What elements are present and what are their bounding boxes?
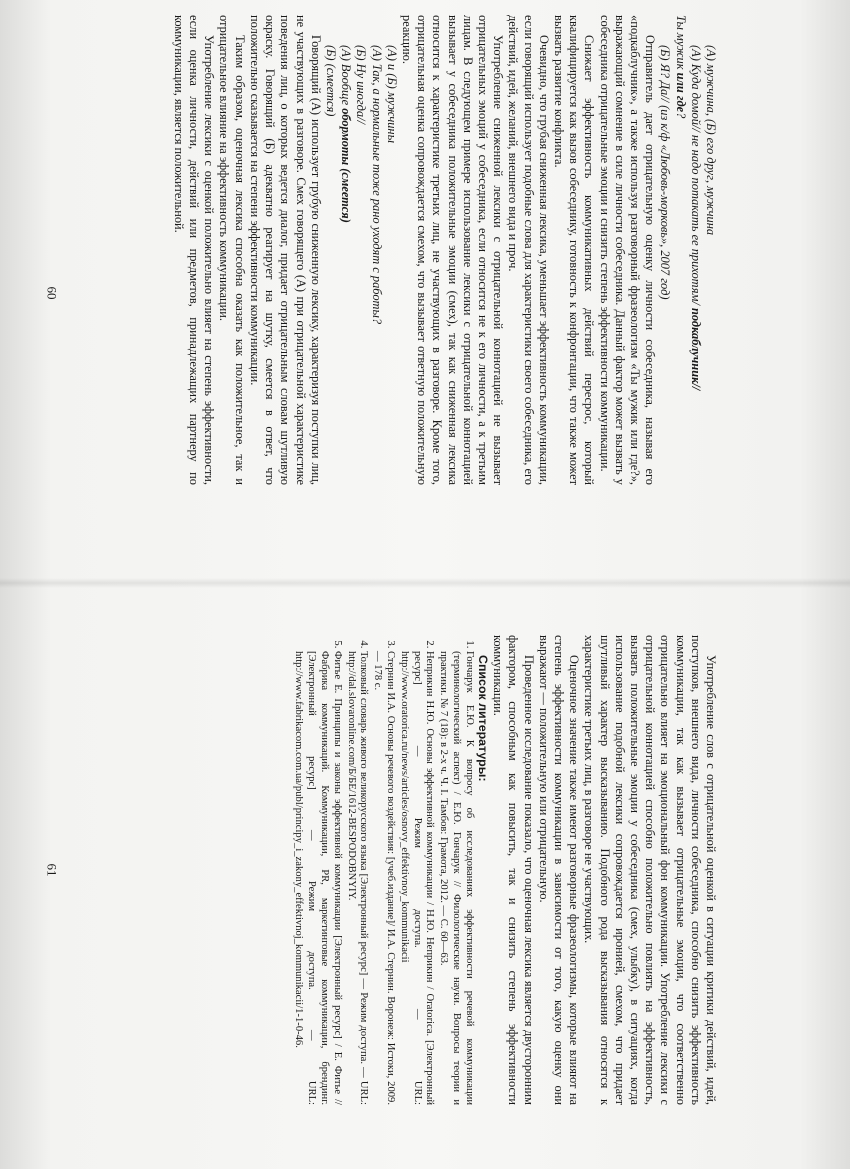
page-number-60: 60 — [44, 286, 60, 300]
reference-item: 2. Неприкин Н.Ю. Основы эффективной коммуникации / Н.Ю. Неприкин / Oratorica. [Электронный ресурс] — Режим доступа. — URL: http://www.oratorica.ru/news/articles/osnovy_effektivnoy_kommunikacii — [397, 651, 435, 1105]
paragraph: Таким образом, оценочная лексика способна оказать как положительное, так и отрицательное влияние на эффективность коммуникации. — [217, 15, 247, 485]
example-line: (Б) (смеется) — [323, 45, 338, 117]
reference-item: 1. Гончарук Е.Ю. К вопросу об исследованиях эффективности речевой коммуникации (терминологический аспект) / Е.Ю. Гончарук // Филологические науки. Вопросы теории и практики. № 7 (18): в 2-х ч. Ч. I. Тамбов: Грамота, 2012. — С. 60—63. — [436, 651, 474, 1105]
example-line: (А) Так, а нормальные тоже рано уходят с работы? — [369, 45, 384, 325]
paragraph: Проведенное исследование показало, что оценочная лексика является двусторонним фактором, способным как повысить, так и снизить степень эффективности коммуникации. — [491, 635, 536, 1105]
references-list — [292, 635, 475, 1105]
example-line: (А) Куда домой// не надо потакать ее прихотям/ подкаблучник// — [688, 45, 703, 391]
paragraph: Говорящий (А) использует грубую сниженную лексику, характеризуя поступки лиц, не участвующих в разговоре. Смех говорящего (А) при отрицательной характеристике поведения лиц, о которых ведется диалог, придает отрицательным словам шутливую окраску. Говорящий (Б) адекватно реагирует на шутку, смеется в ответ, что положительно сказывается на степени эффективности коммуникации. — [247, 15, 323, 485]
example-line: (А) мужчина, (Б) его друг, мужчина — [704, 45, 718, 236]
example-line: Ты мужик или где? — [673, 15, 688, 119]
bold-word: или где — [673, 72, 688, 113]
paragraph: Снижает эффективность коммуникативных действий пересрос, который квалифицируется как вызов собеседнику, готовность к конфронтации, что также может вызвать развитие конфликта. — [551, 15, 597, 485]
example-line: (А) Вообще обормоты (смеется) — [339, 45, 354, 223]
reference-item: 3. Стернин И.А. Основы речевого воздействия: [учеб.издание]/ И.А. Стернин. Воронеж: Истоки, 2009. — 178 с. — [370, 651, 396, 1105]
example-line: (Б) Ну иногда// — [354, 45, 369, 124]
paragraph: Употребление слов с отрицательной оценкой в ситуации критики действий, идей, поступков, внешнего вида, личности собеседника, способно снизить эффективность коммуникации, так как вызывает отрицательные эмоции, что соответственно отрицательно влияет на эмоциональный фон коммуникации. Употребление лексики с отрицательной коннотацией способно положительно повлиять на эффективность, вызвать положительные эмоции у собеседника (смех, улыбку), в ситуациях, когда использование подобной лексики сопровождается иронией, смехом, что придает шутливый характер высказыванию. Подобного рода высказывания относятся к характеристике третьих лиц, в разговоре не участвующих. — [582, 635, 718, 1105]
references-title: Список литературы: — [475, 655, 490, 782]
reference-item: 4. Толковый словарь живого великорусского языка [Электронный ресурс] — Режим доступа. — URL: http://dal.slovaronline.com/Б/БЕ/1612-BESPODOBNYIY. — [344, 651, 370, 1105]
example-line: (А) и (Б) мужчины — [384, 45, 399, 143]
paragraph: Очевидно, что грубая сниженная лексика, уменьшает эффективность коммуникации, если говорящий использует подобные слова для характеристики своего собеседника, его действий, идей, желаний, внешнего вида и проч. — [506, 15, 551, 485]
page-fold — [0, 578, 850, 588]
paragraph: Употребление сниженной лексики с отрицательной коннотацией не вызывает отрицательных эмоций у собеседника, если относится не к его личности, а к третьим лицам. В следующем примере использование лексики с отрицательной коннотацией вызывает у собеседника положительные эмоции (смех), так как сниженная лексика относится к характеристике третьих лиц, не участвующих в разговоре. Кроме того, отрицательная оценка сопровождается смехом, что вызывает ответную положительную реакцию. — [399, 15, 506, 485]
page-61 — [18, 635, 718, 1105]
paragraph: Оценочное значение также имеют разговорные фразеологизмы, которые влияют на степень эффективности коммуникации в зависимости от того, какую оценку они выражают — положительную или отрицательную. — [536, 635, 582, 1105]
page-60 — [18, 15, 718, 485]
reference-item: 5. Фитье Е. Принципы и законы эффективной коммуникации [Электронный ресурс] / Е. Фитье // Фабрика коммуникаций. Коммуникации, PR, маркетинговые коммуникации, брендинг. [Электронный ресурс] — Режим доступа. — URL: http://www.fabrikacom.com.ua/publ/principy_i_zakony_effektivnoj_kommunikacii/1-1-0-46. — [292, 651, 343, 1105]
bold-word: обормоты (смеется) — [339, 108, 354, 223]
bold-word: подкаблучник// — [688, 308, 703, 391]
paragraph: Отправитель дает отрицательную оценку личности собеседника, называя его «подкаблучник», а также используя разговорный фразеологизм «Ты мужик или где?», выражающий сомнение в силе личности собеседника. Данный фактор может вызвать у собеседника отрицательные эмоции и снизить степень эффективности коммуникации. — [597, 15, 658, 485]
page-number-61: 61 — [44, 863, 60, 877]
paragraph: Употребление лексики с оценкой положительно влияет на степень эффективности, если оценка личности, действий или предметов, принадлежащих партнеру по коммуникации, является положительной. — [171, 15, 217, 485]
example-line: (Б) Я? Да// (из к/ф «Любовь-морковь», 2007 год) — [658, 45, 673, 300]
